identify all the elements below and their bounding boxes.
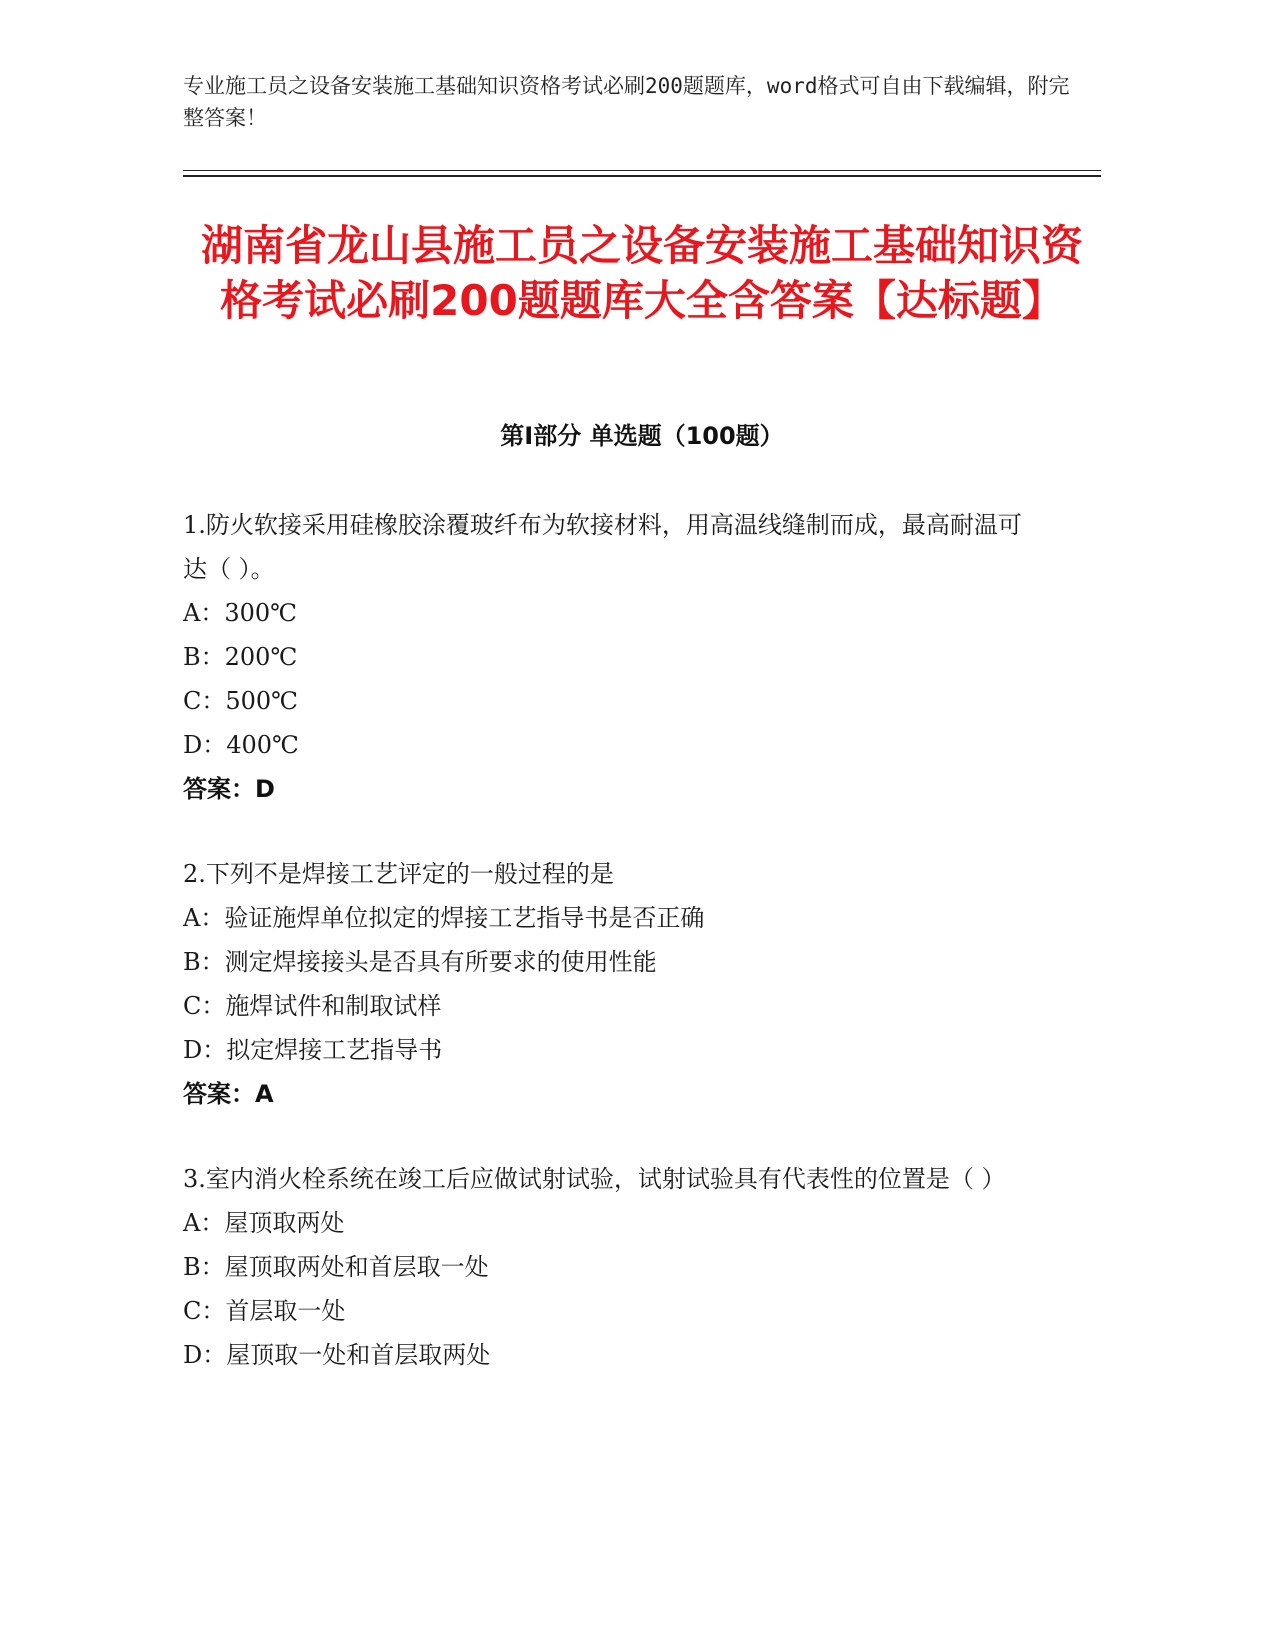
question-text: 3.室内消火栓系统在竣工后应做试射试验，试射试验具有代表性的位置是（ ）: [183, 1165, 1006, 1193]
answer: 答案：D: [183, 775, 275, 803]
option-a: A：300℃: [183, 599, 297, 627]
header-rule-thin: [183, 170, 1101, 171]
option-c: C：施焊试件和制取试样: [183, 992, 442, 1020]
option-a: A：屋顶取两处: [183, 1209, 345, 1237]
option-c: C：500℃: [183, 687, 299, 715]
option-b: B：200℃: [183, 643, 298, 671]
section-heading: 第I部分 单选题（100题）: [500, 422, 784, 450]
option-b: B：测定焊接接头是否具有所要求的使用性能: [183, 948, 657, 976]
option-b: B：屋顶取两处和首层取一处: [183, 1253, 489, 1281]
question-3: [183, 1157, 1043, 1377]
option-d: D：屋顶取一处和首层取两处: [183, 1341, 491, 1369]
question-text: 1.防火软接采用硅橡胶涂覆玻纤布为软接材料，用高温线缝制而成，最高耐温可达（ ）。: [183, 511, 1022, 583]
header-note: 专业施工员之设备安装施工基础知识资格考试必刷200题题库，word格式可自由下载编辑，附完整答案！: [183, 74, 1070, 130]
document-title: 湖南省龙山县施工员之设备安装施工基础知识资格考试必刷200题题库大全含答案【达标题】: [200, 221, 1083, 325]
option-d: D：400℃: [183, 731, 299, 759]
answer: 答案：A: [183, 1080, 274, 1108]
option-d: D：拟定焊接工艺指导书: [183, 1036, 443, 1064]
header-rule-thick: [183, 175, 1101, 177]
option-a: A：验证施焊单位拟定的焊接工艺指导书是否正确: [183, 904, 705, 932]
option-c: C：首层取一处: [183, 1297, 346, 1325]
question-1: [183, 503, 1043, 811]
question-2: [183, 852, 1043, 1116]
question-text: 2.下列不是焊接工艺评定的一般过程的是: [183, 860, 614, 888]
